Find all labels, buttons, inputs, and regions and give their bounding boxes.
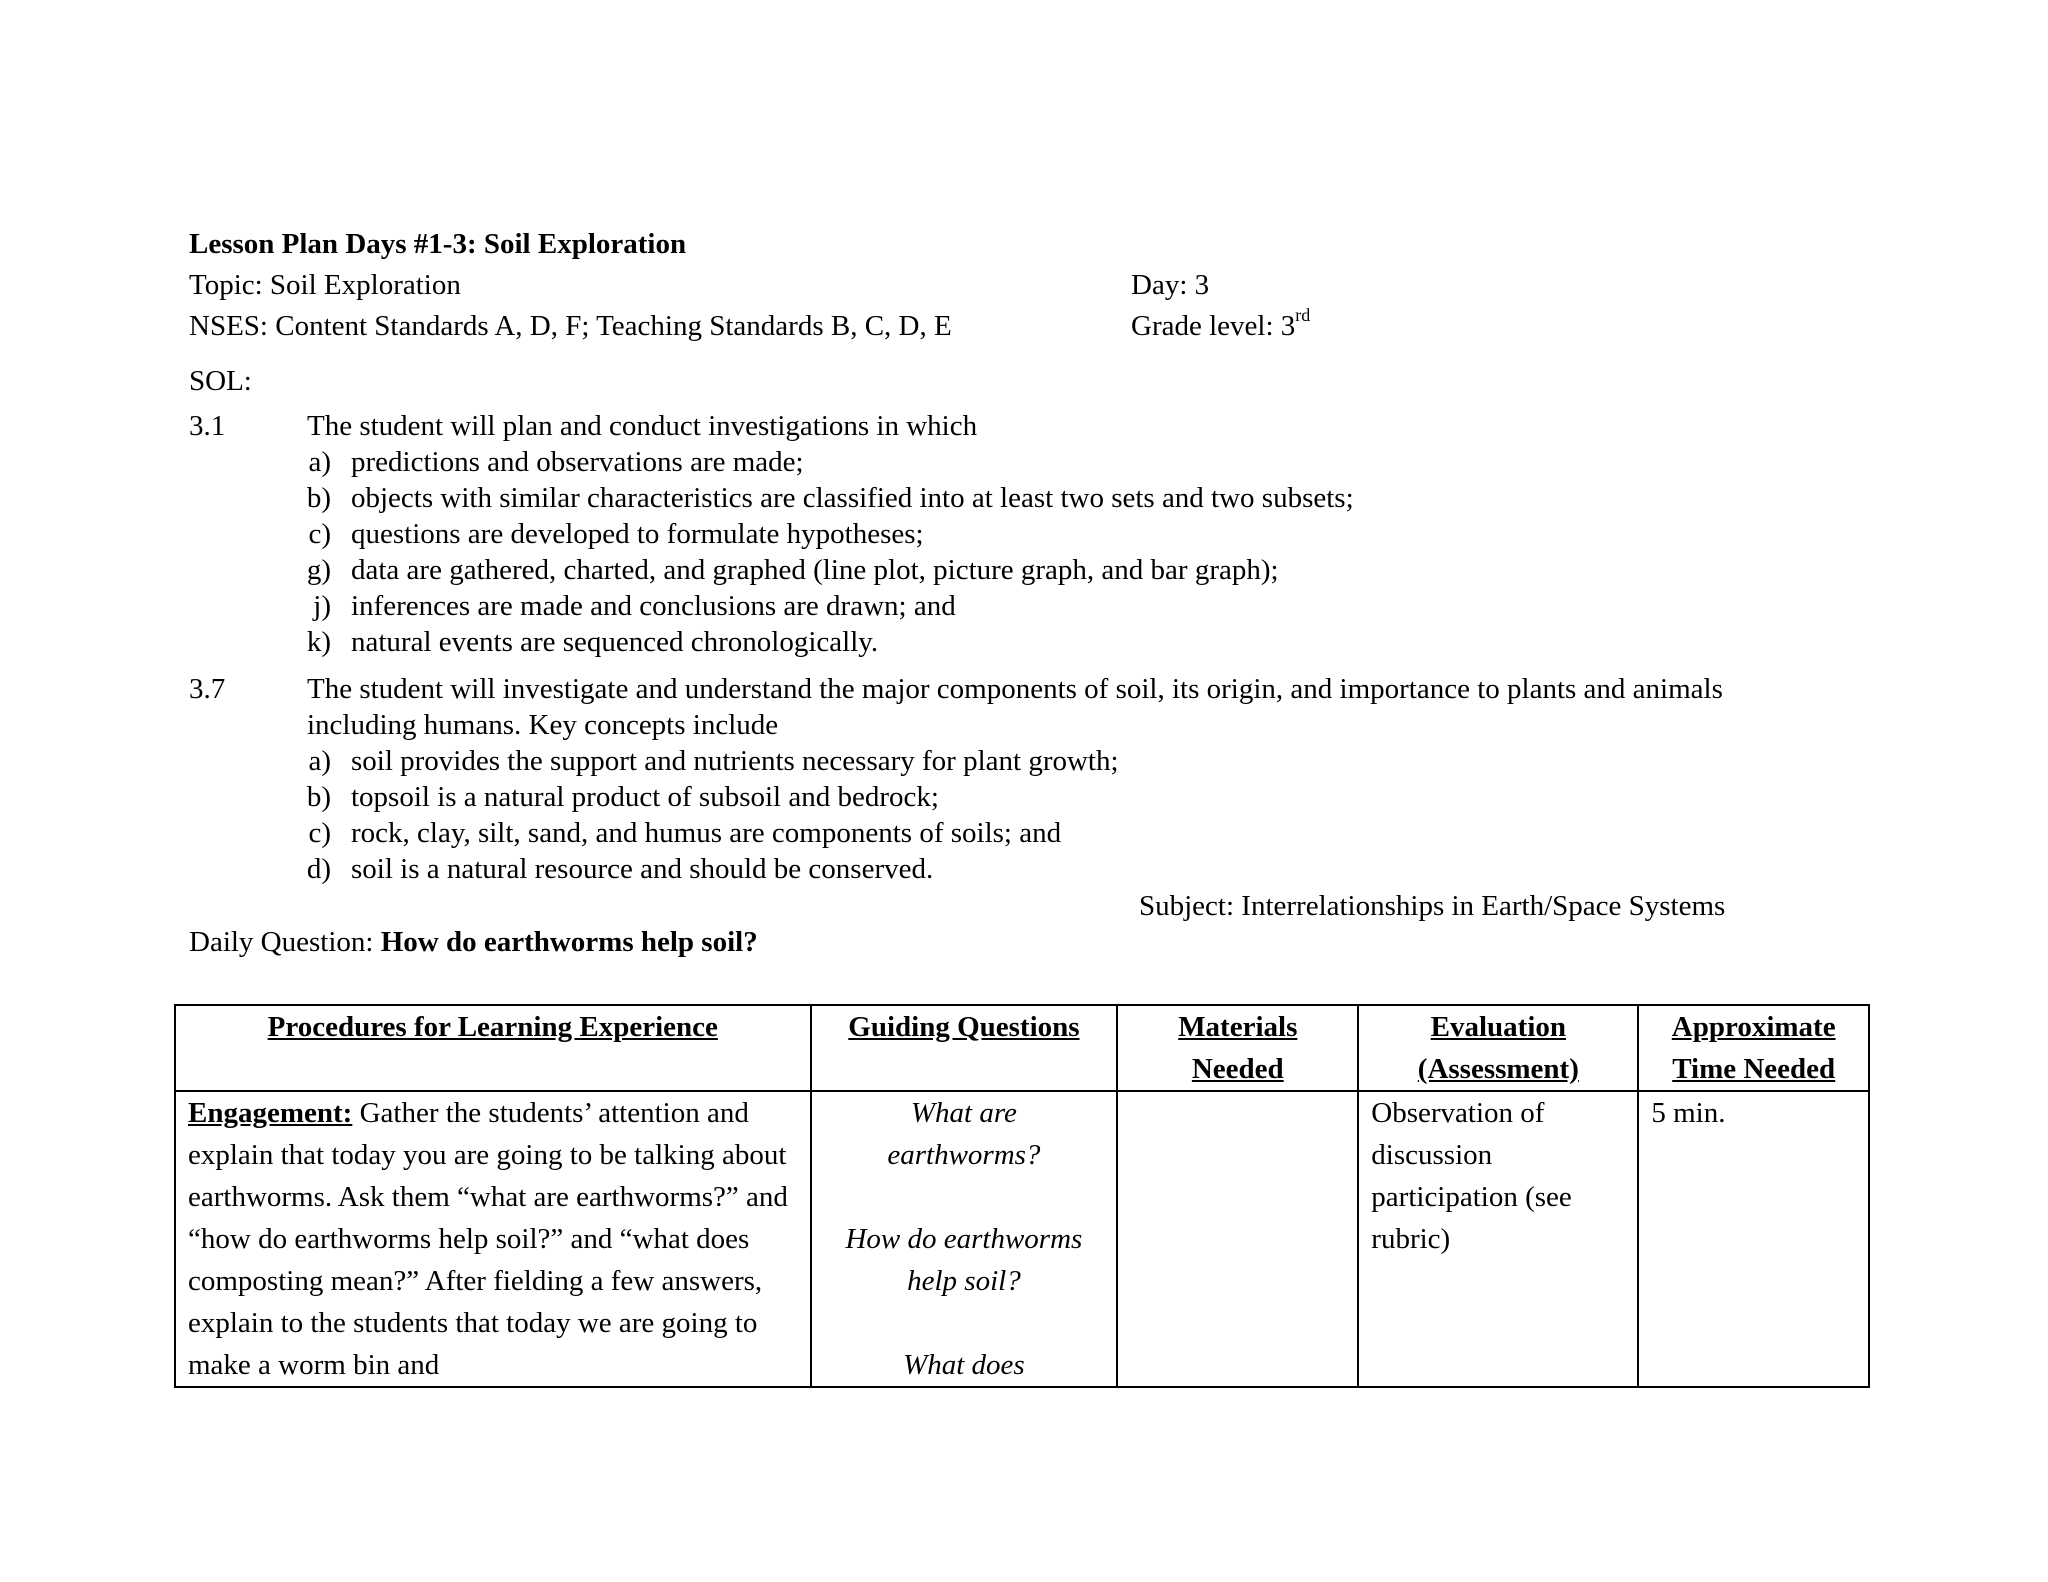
procedure-cell [175, 1091, 811, 1387]
guiding-question-line: What does [903, 1349, 1025, 1381]
guiding-question-line: What are [910, 1097, 1017, 1129]
item-letter: a) [308, 446, 331, 478]
daily-question-text: How do earthworms help soil? [380, 926, 758, 958]
guiding-question-line: How do earthworms [845, 1223, 1083, 1255]
item-letter: g) [306, 554, 331, 586]
item-letter: j) [313, 590, 331, 622]
lesson-title: Lesson Plan Days #1-3: Soil Exploration [189, 228, 687, 260]
item-text: questions are developed to formulate hypotheses; [351, 518, 924, 550]
daily-question [189, 924, 758, 960]
procedure-text: Gather the students’ attention and explain that today you are going to be talking about earthworms. Ask them “what are earthworms?” and “how do earthworms help soil?” and “what does composting mean?” After fielding a few answers, explain to the students that today we are going to make a worm bin and [188, 1097, 788, 1380]
guiding-question-line [824, 1302, 1105, 1344]
item-text: soil is a natural resource and should be conserved. [351, 853, 934, 885]
item-text: rock, clay, silt, sand, and humus are components of soils; and [351, 817, 1062, 849]
evaluation-cell: Observation of discussion participation (see rubric) [1358, 1091, 1638, 1387]
item-text: topsoil is a natural product of subsoil and bedrock; [351, 781, 939, 813]
day-line: Day: 3 [1131, 269, 1210, 301]
item-letter: c) [308, 817, 331, 849]
header-procedures: Procedures for Learning Experience [175, 1005, 811, 1091]
item-letter: c) [308, 518, 331, 550]
item-text: natural events are sequenced chronologically. [351, 626, 879, 658]
item-letter: a) [308, 745, 331, 777]
topic-line: Topic: Soil Exploration [189, 269, 461, 301]
grade-level-suffix: rd [1295, 305, 1311, 326]
sol-label: SOL: [189, 365, 252, 397]
standard-intro: The student will investigate and understand the major components of soil, its origin, and importance to plants and animals [307, 673, 1723, 705]
guiding-questions-cell [811, 1091, 1118, 1387]
table-header-row [175, 1005, 1869, 1091]
header-materials: Materials Needed [1117, 1005, 1358, 1091]
item-letter: b) [306, 781, 331, 813]
item-text: inferences are made and conclusions are drawn; and [351, 590, 956, 622]
standard-number: 3.1 [189, 410, 226, 442]
standard-intro-continued: including humans. Key concepts include [307, 709, 779, 741]
item-letter: d) [306, 853, 331, 885]
subject-line: Subject: Interrelationships in Earth/Space Systems [1139, 890, 1726, 922]
nses-line: NSES: Content Standards A, D, F; Teaching Standards B, C, D, E [189, 310, 952, 342]
item-text: data are gathered, charted, and graphed (line plot, picture graph, and bar graph); [351, 554, 1279, 586]
procedures-table [174, 1004, 1870, 1388]
guiding-question-line: earthworms? [887, 1139, 1041, 1171]
materials-cell [1117, 1091, 1358, 1387]
grade-level-text: Grade level: 3 [1131, 310, 1296, 342]
engagement-heading: Engagement: [188, 1097, 353, 1129]
item-text: soil provides the support and nutrients necessary for plant growth; [351, 745, 1119, 777]
header-evaluation: Evaluation (Assessment) [1358, 1005, 1638, 1091]
standard-intro: The student will plan and conduct investigations in which [307, 410, 978, 442]
grade-level [1131, 305, 1311, 344]
guiding-question-line: help soil? [907, 1265, 1021, 1297]
item-text: predictions and observations are made; [351, 446, 804, 478]
guiding-question-line [824, 1176, 1105, 1218]
time-cell: 5 min. [1638, 1091, 1869, 1387]
daily-question-label: Daily Question: [189, 926, 381, 958]
table-row [175, 1091, 1869, 1387]
item-letter: k) [306, 626, 331, 658]
standard-number: 3.7 [189, 673, 226, 705]
item-text: objects with similar characteristics are classified into at least two sets and two subsets; [351, 482, 1354, 514]
header-time: Approximate Time Needed [1638, 1005, 1869, 1091]
header-guiding-questions: Guiding Questions [811, 1005, 1118, 1091]
item-letter: b) [306, 482, 331, 514]
